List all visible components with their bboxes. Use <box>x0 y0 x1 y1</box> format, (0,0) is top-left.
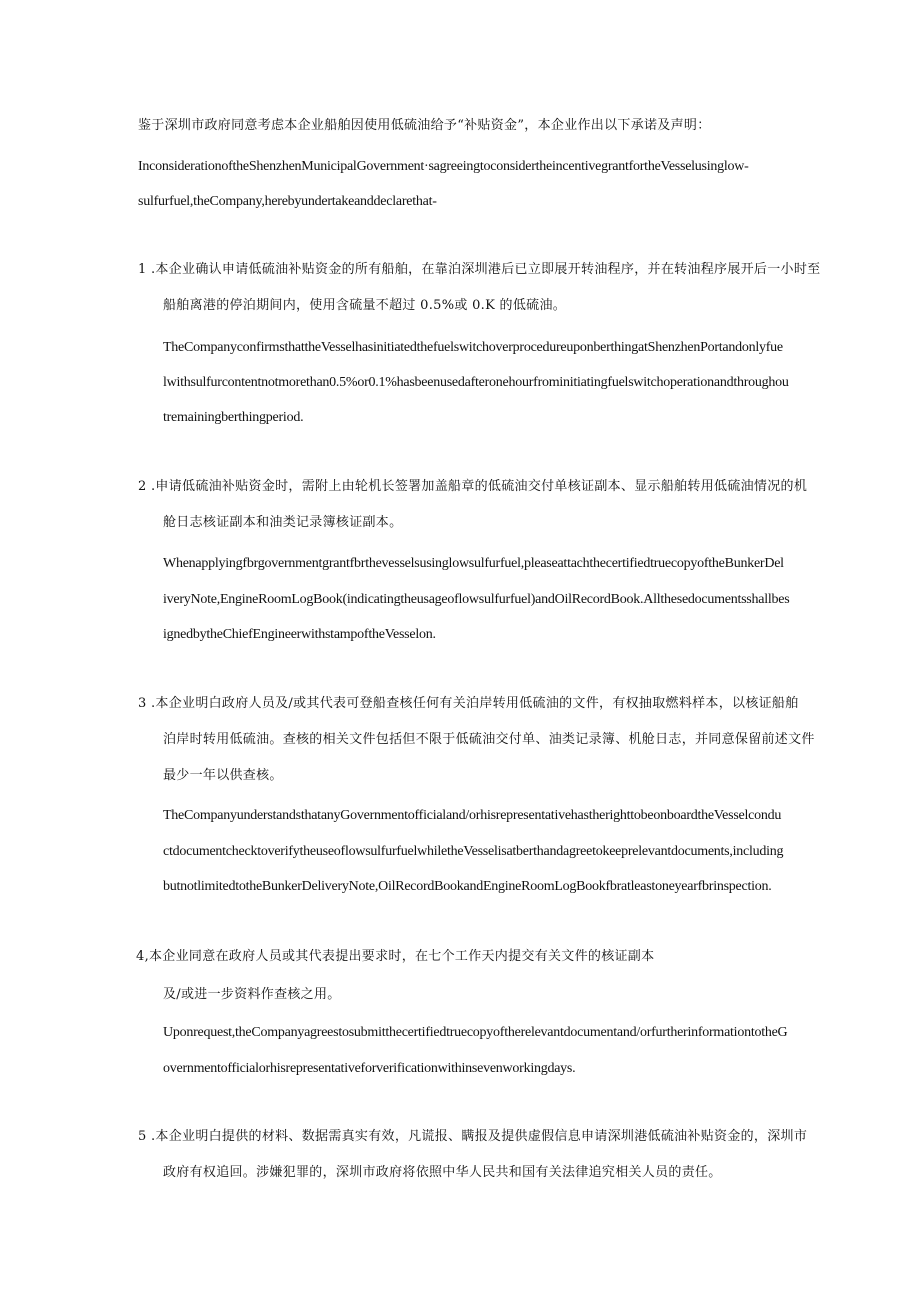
intro-statement-en-line-1: InconsiderationoftheShenzhenMunicipalGovernment·sagreeingtoconsidertheincentivegrantfortheVesselusinglow- <box>138 159 749 174</box>
clause-3-zh-line-3: 最少一年以供查核。 <box>163 768 283 783</box>
clause-5-zh-line-2: 政府有权追回。涉嫌犯罪的，深圳市政府将依照中华人民共和国有关法律追究相关人员的责任。 <box>163 1165 722 1180</box>
clause-2-zh-line-2: 舱日志核证副本和油类记录簿核证副本。 <box>163 515 403 530</box>
clause-2-en-line-2: iveryNote,EngineRoomLogBook(indicatingtheusageoflowsulfurfuel)andOilRecordBook.Allthesedocumentsshallbes <box>163 592 790 607</box>
clause-1-en-line-3: tremainingberthingperiod. <box>163 410 304 425</box>
clause-3-en-line-2: ctdocumentchecktoverifytheuseoflowsulfurfuelwhiletheVesselisatberthandagreetokeeprelevantdocuments,including <box>163 844 784 859</box>
clause-4-en-line-2: overnmentofficialorhisrepresentativeforverificationwithinsevenworkingdays. <box>163 1061 576 1076</box>
clause-4-zh-line-1: 4,本企业同意在政府人员或其代表提出要求时，在七个工作天内提交有关文件的核证副本 <box>136 949 655 964</box>
clause-1-zh-line-2: 船舶离港的停泊期间内，使用含硫量不超过 0.5%或 0.K 的低硫油。 <box>163 298 567 313</box>
clause-2-zh-line-1: 2 .申请低硫油补贴资金时，需附上由轮机长签署加盖船章的低硫油交付单核证副本、显示船舶转用低硫油情况的机 <box>138 479 808 494</box>
clause-3-en-line-3: butnotlimitedtotheBunkerDeliveryNote,OilRecordBookandEngineRoomLogBookfbratleastoneyearfbrinspection. <box>163 879 772 894</box>
intro-statement-zh: 鉴于深圳市政府同意考虑本企业船舶因使用低硫油给予“补贴资金”，本企业作出以下承诺及声明： <box>138 118 711 133</box>
clause-3-zh-line-2: 泊岸时转用低硫油。查核的相关文件包括但不限于低硫油交付单、油类记录簿、机舱日志，并同意保留前述文件 <box>163 732 815 747</box>
intro-statement-en-line-2: sulfurfuel,theCompany,herebyundertakeanddeclarethat- <box>138 194 437 209</box>
clause-3-zh-line-1: 3 .本企业明白政府人员及/或其代表可登船查核任何有关泊岸转用低硫油的文件，有权抽取燃料样本，以核证船舶 <box>138 696 799 711</box>
clause-5-zh-line-1: 5 .本企业明白提供的材料、数据需真实有效，凡谎报、瞒报及提供虚假信息申请深圳港低硫油补贴资金的，深圳市 <box>138 1129 808 1144</box>
clause-4-en-line-1: Uponrequest,theCompanyagreestosubmitthecertifiedtruecopyoftherelevantdocumentand/orfurtherinformationtotheG <box>163 1025 788 1040</box>
clause-1-en-line-1: TheCompanyconfirmsthattheVesselhasinitiatedthefuelswitchoverprocedureuponberthingatShenzhenPortandonlyfue <box>163 340 783 355</box>
clause-1-zh-line-1: 1 .本企业确认申请低硫油补贴资金的所有船舶，在靠泊深圳港后已立即展开转油程序，并在转油程序展开后一小时至 <box>138 262 821 277</box>
clause-2-en-line-1: Whenapplyingfbrgovernmentgrantfbrthevesselsusinglowsulfurfuel,pleaseattachthecertifiedtruecopyoftheBunkerDel <box>163 556 784 571</box>
clause-4-zh-line-2: 及/或进一步资料作查核之用。 <box>163 987 341 1002</box>
clause-1-en-line-2: lwithsulfurcontentnotmorethan0.5%or0.1%hasbeenusedafteronehourfrominitiatingfuelswitchoperationandthroughou <box>163 375 789 390</box>
clause-2-en-line-3: ignedbytheChiefEngineerwithstampoftheVesselon. <box>163 627 436 642</box>
clause-3-en-line-1: TheCompanyunderstandsthatanyGovernmentofficialand/orhisrepresentativehastherighttobeonboardtheVesselcondu <box>163 808 782 823</box>
